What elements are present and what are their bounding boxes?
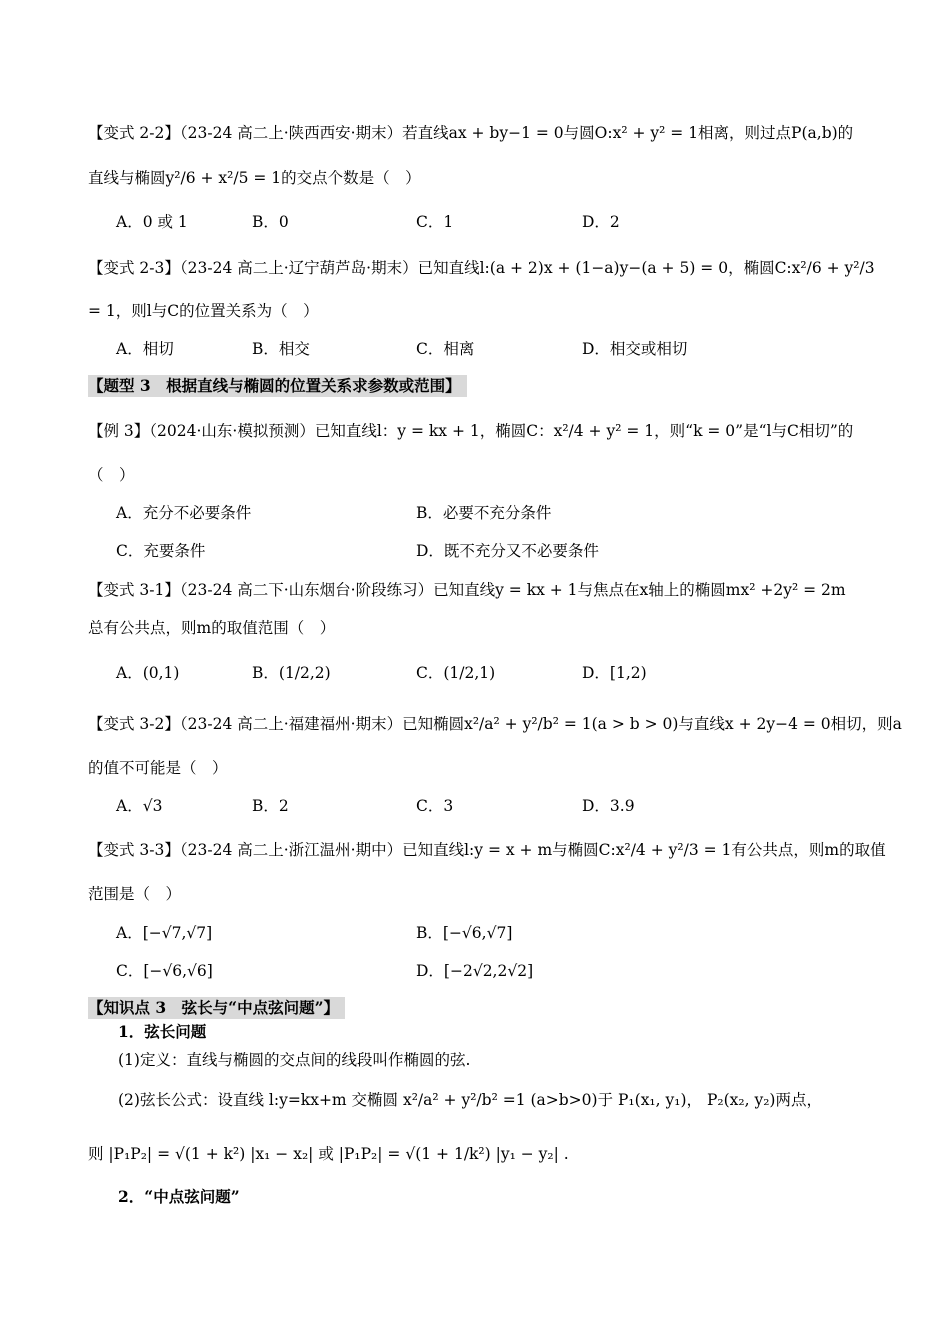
option-c: C．1 [416, 213, 454, 231]
question-3-3-line2: 范围是（ ） [88, 885, 182, 903]
option-d: D．[1,2) [582, 664, 647, 682]
question-2-2-line1: 【变式 2-2】（23-24 高二上·陕西西安·期末）若直线ax + by−1 = 0与圆O:x² + y² = 1相离，则过点P(a,b)的 [88, 124, 854, 142]
subheading-chord-length: 1．弦长问题 [118, 1022, 207, 1041]
question-2-3-line1: 【变式 2-3】（23-24 高二上·辽宁葫芦岛·期末）已知直线l:(a + 2)x + (1−a)y−(a + 5) = 0，椭圆C:x²/6 + y²/3 [88, 259, 875, 277]
option-c: C．充要条件 [116, 542, 206, 560]
option-c: C．[−√6,√6] [116, 962, 213, 980]
option-d: D．相交或相切 [582, 340, 688, 358]
option-a: A．相切 [116, 340, 174, 358]
option-a: A．充分不必要条件 [116, 504, 252, 522]
option-a: A．0 或 1 [116, 213, 188, 231]
option-b: B．0 [252, 213, 289, 231]
option-d: D．2 [582, 213, 620, 231]
option-d: D．既不充分又不必要条件 [416, 542, 599, 560]
option-b: B．2 [252, 797, 289, 815]
question-3-1-line1: 【变式 3-1】（23-24 高二下·山东烟台·阶段练习）已知直线y = kx + 1与焦点在x轴上的椭圆mx² +2y² = 2m [88, 581, 846, 599]
example-3-line1: 【例 3】（2024·山东·模拟预测）已知直线l：y = kx + 1，椭圆C：x²/4 + y² = 1，则“k = 0”是“l与C相切”的 [88, 422, 854, 440]
question-3-2-line2: 的值不可能是（ ） [88, 759, 228, 777]
question-3-1-line2: 总有公共点，则m的取值范围（ ） [88, 619, 336, 637]
definition-text: (1)定义：直线与椭圆的交点间的线段叫作椭圆的弦. [118, 1051, 471, 1069]
section-heading-knowledge-point-3: 【知识点 3 弦长与“中点弦问题”】 [88, 997, 345, 1019]
question-3-2-line1: 【变式 3-2】（23-24 高二上·福建福州·期末）已知椭圆x²/a² + y²/b² = 1(a > b > 0)与直线x + 2y−4 = 0相切，则a [88, 715, 902, 733]
option-c: C．(1/2,1) [416, 664, 496, 682]
chord-formula-line2: 则 |P₁P₂| = √(1 + k²) |x₁ − x₂| 或 |P₁P₂| = √(1 + 1/k²) |y₁ − y₂| . [88, 1145, 569, 1163]
option-a: A．(0,1) [116, 664, 180, 682]
section-heading-type-3: 【题型 3 根据直线与椭圆的位置关系求参数或范围】 [88, 375, 467, 397]
question-3-3-line1: 【变式 3-3】（23-24 高二上·浙江温州·期中）已知直线l:y = x + m与椭圆C:x²/4 + y²/3 = 1有公共点，则m的取值 [88, 841, 886, 859]
option-b: B．(1/2,2) [252, 664, 331, 682]
option-b: B．相交 [252, 340, 310, 358]
option-c: C．相离 [416, 340, 475, 358]
option-d: D．[−2√2,2√2] [416, 962, 534, 980]
example-3-line2: （ ） [88, 466, 135, 484]
option-c: C．3 [416, 797, 454, 815]
question-2-3-line2: = 1，则l与C的位置关系为（ ） [88, 302, 319, 320]
option-d: D．3.9 [582, 797, 635, 815]
option-a: A．√3 [116, 797, 163, 815]
question-2-2-line2: 直线与椭圆y²/6 + x²/5 = 1的交点个数是（ ） [88, 169, 421, 187]
option-b: B．[−√6,√7] [416, 924, 513, 942]
subheading-midpoint-chord: 2．“中点弦问题” [118, 1187, 240, 1206]
chord-formula-line1: (2)弦长公式：设直线 l:y=kx+m 交椭圆 x²/a² + y²/b² =1 (a>b>0)于 P₁(x₁, y₁)， P₂(x₂, y₂)两点， [118, 1091, 822, 1109]
option-b: B．必要不充分条件 [416, 504, 552, 522]
option-a: A．[−√7,√7] [116, 924, 213, 942]
